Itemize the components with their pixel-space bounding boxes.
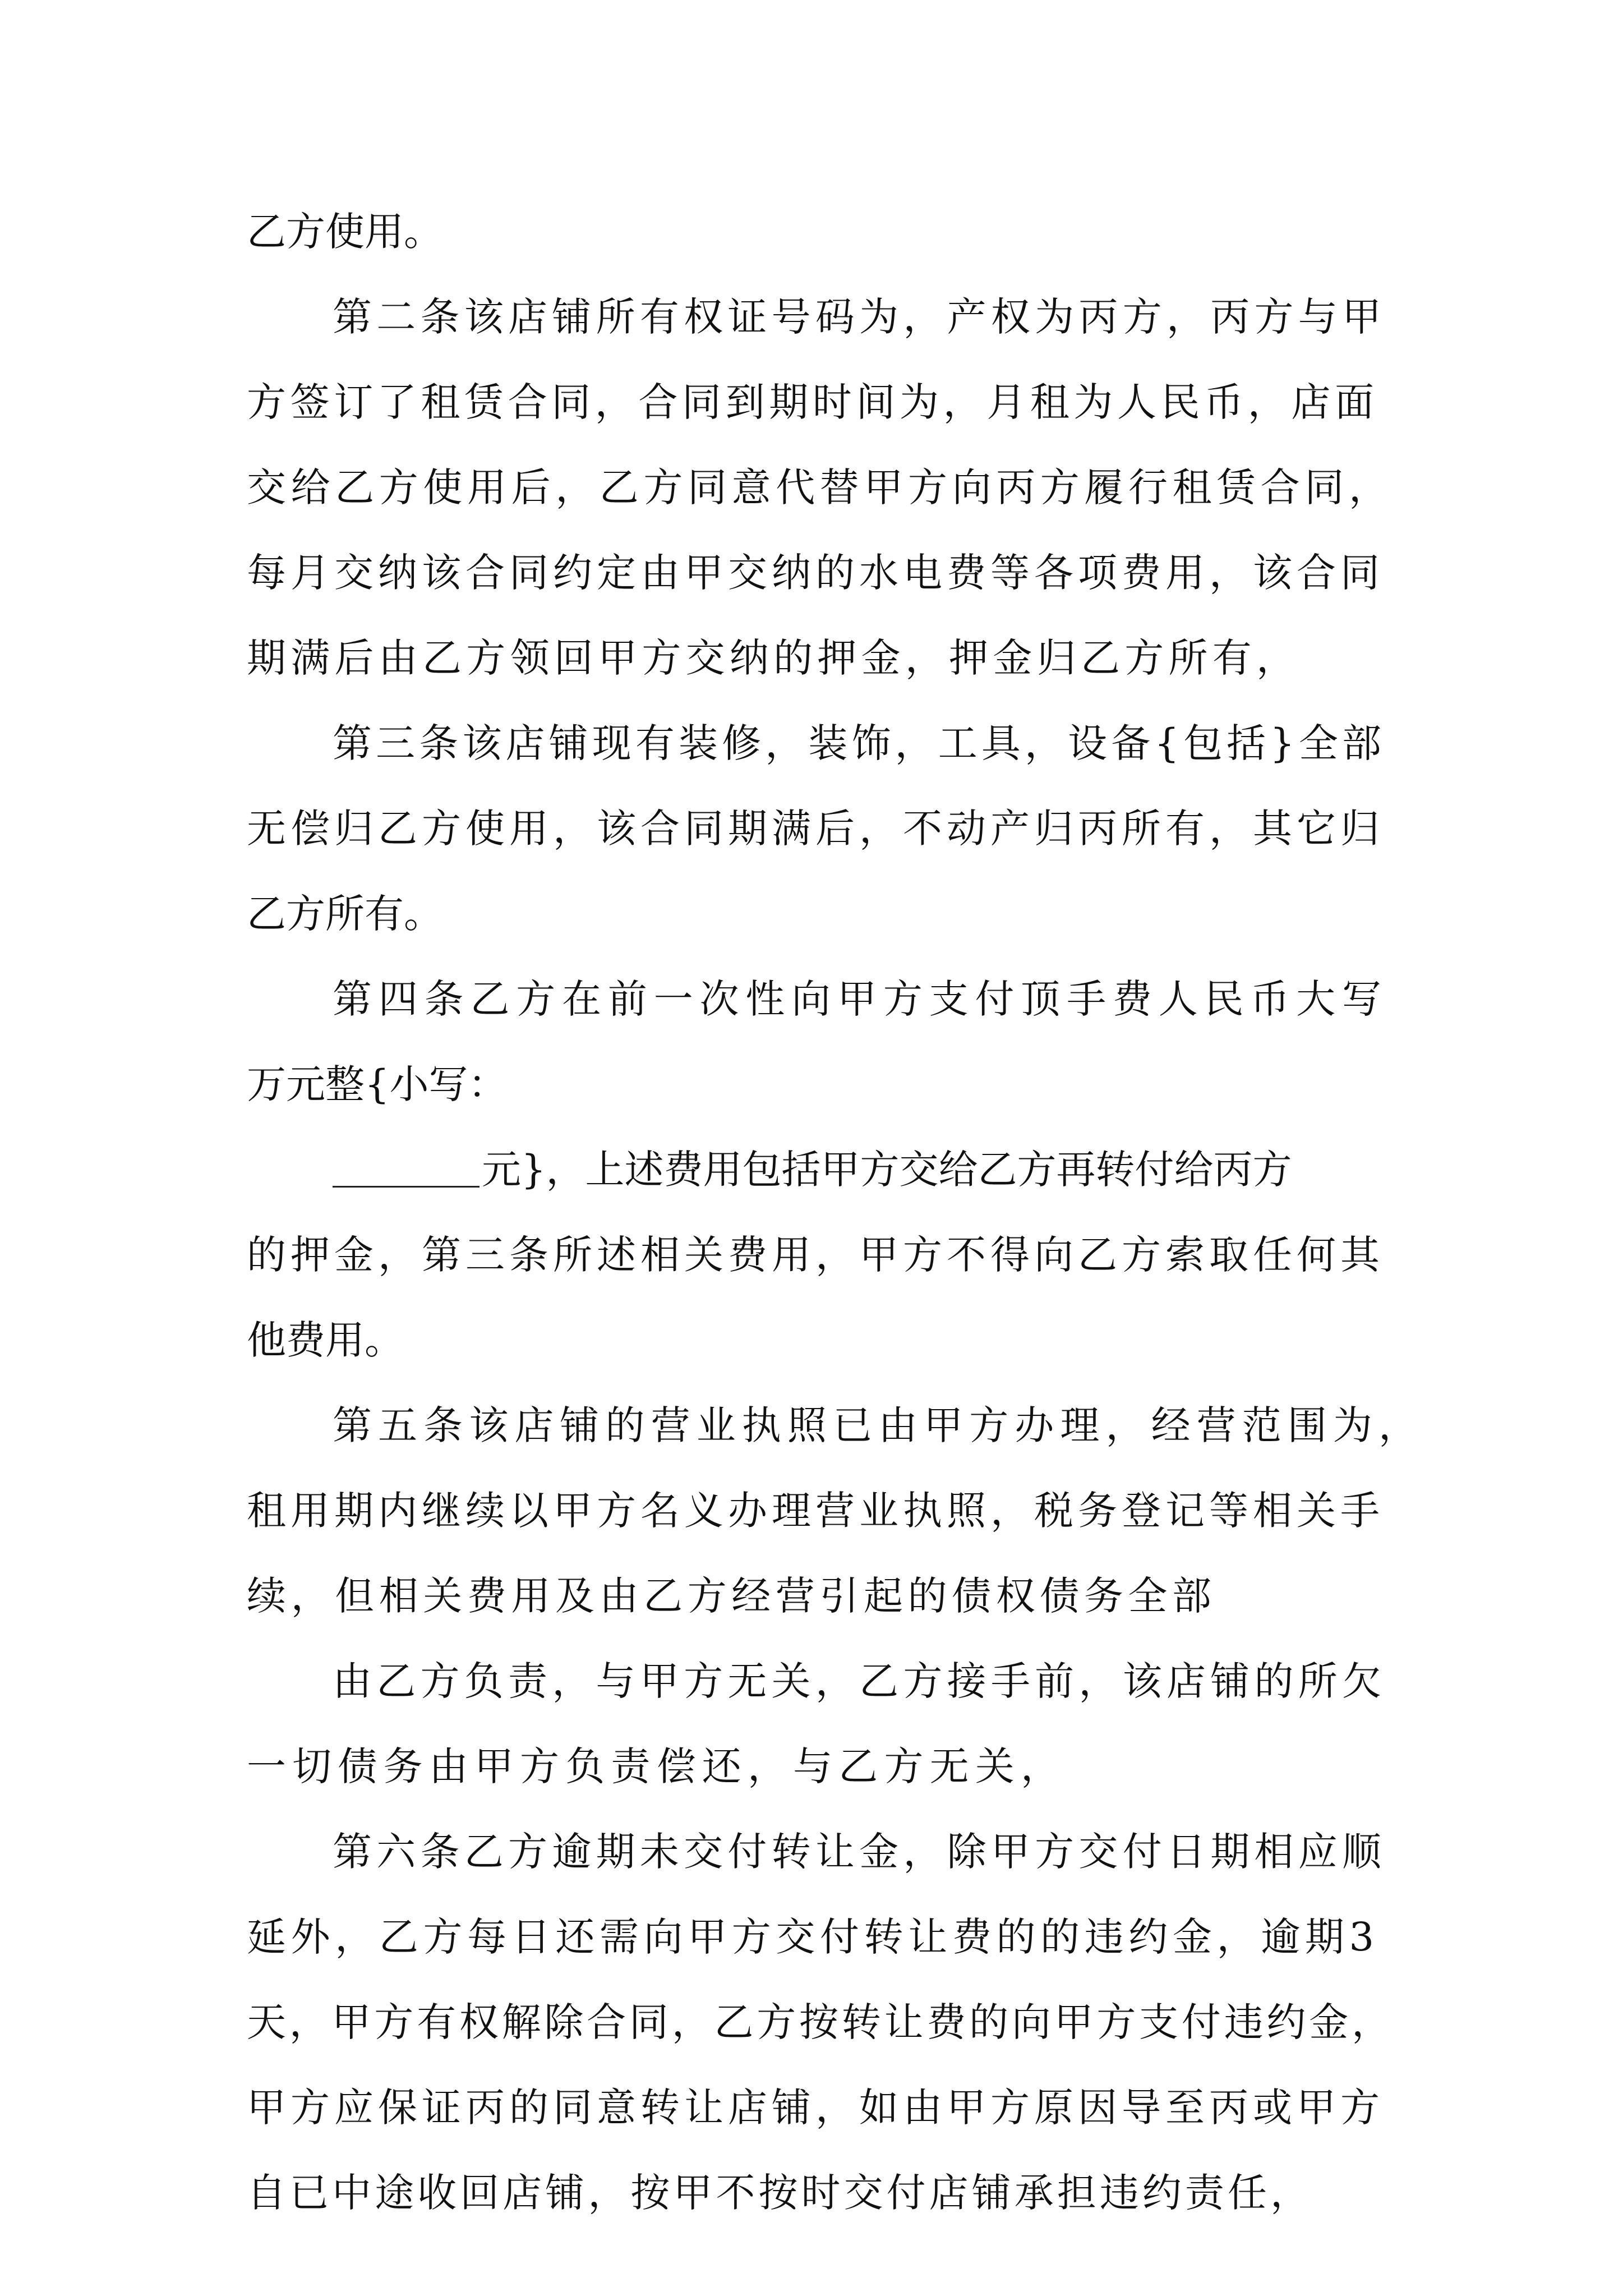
text-line: 无偿归乙方使用，该合同期满后，不动产归丙所有，其它归 — [247, 806, 1380, 852]
paragraph-first-line: 第五条该店铺的营业执照已由甲方办理，经营范围为， — [333, 1402, 1418, 1448]
blank-fill-line — [333, 1136, 1398, 1203]
text-line: 一切债务由甲方负责偿还，与乙方无关， — [247, 1743, 1060, 1789]
text-line: 他费用。 — [247, 1317, 404, 1363]
text-line: 延外，乙方每日还需向甲方交付转让费的的违约金，逾期3 — [247, 1914, 1374, 1960]
text-line: 自已中途收回店铺，按甲不按时交付店铺承担违约责任， — [247, 2170, 1310, 2216]
text-line: 的押金，第三条所述相关费用，甲方不得向乙方索取任何其 — [247, 1232, 1380, 1278]
blank-line-text: 元}，上述费用包括甲方交给乙方再转付给丙方 — [482, 1147, 1292, 1193]
text-line: 租用期内继续以甲方名义办理营业执照，税务登记等相关手 — [247, 1488, 1380, 1534]
text-line: 万元整{小写： — [247, 1061, 508, 1107]
text-line: 乙方所有。 — [247, 891, 443, 937]
text-line: 交给乙方使用后，乙方同意代替甲方向丙方履行租赁合同， — [247, 464, 1388, 510]
text-line: 期满后由乙方领回甲方交纳的押金，押金归乙方所有， — [247, 635, 1295, 681]
text-line: 每月交纳该合同约定由甲交纳的水电费等各项费用，该合同 — [247, 550, 1380, 596]
text-line: 天，甲方有权解除合同，乙方按转让费的向甲方支付违约金， — [247, 1999, 1391, 2045]
paragraph-first-line: 第三条该店铺现有装修，装饰，工具，设备{包括}全部 — [333, 720, 1381, 766]
paragraph-first-line: 第二条该店铺所有权证号码为，产权为丙方，丙方与甲 — [333, 294, 1381, 340]
amount-blank — [333, 1147, 479, 1188]
paragraph-first-line: 第四条乙方在前一次性向甲方支付顶手费人民币大写 — [333, 976, 1381, 1022]
text-line: 方签订了租赁合同，合同到期时间为，月租为人民币，店面 — [247, 379, 1374, 425]
paragraph-first-line: 第六条乙方逾期未交付转让金，除甲方交付日期相应顺 — [333, 1829, 1381, 1875]
text-line: 续，但相关费用及由乙方经营引起的债权债务全部 — [247, 1573, 1211, 1619]
text-line: 乙方使用。 — [247, 209, 443, 255]
paragraph-first-line: 由乙方负责，与甲方无关，乙方接手前，该店铺的所欠 — [333, 1658, 1381, 1704]
text-line: 甲方应保证丙的同意转让店铺，如由甲方原因导至丙或甲方 — [247, 2085, 1380, 2131]
